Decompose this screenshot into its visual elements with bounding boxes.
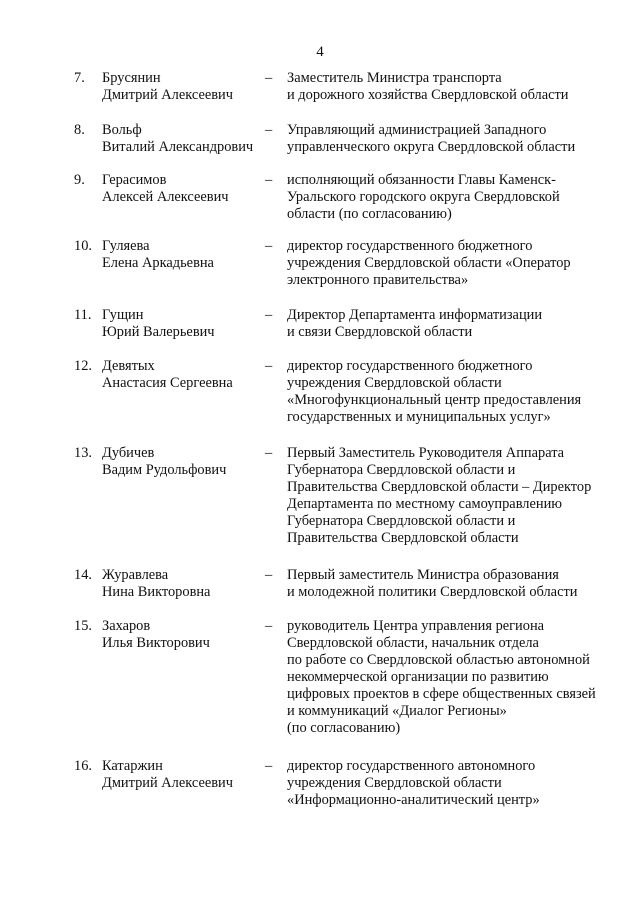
position-description bbox=[287, 172, 617, 223]
entry-dash: – bbox=[265, 307, 273, 323]
position-description-line: Свердловской области, начальник отдела bbox=[287, 635, 539, 651]
position-description-line: и молодежной политики Свердловской области bbox=[287, 584, 578, 600]
person-given-names: Дмитрий Алексеевич bbox=[102, 87, 233, 103]
position-description bbox=[287, 758, 617, 809]
position-description bbox=[287, 358, 617, 426]
person-given-names: Елена Аркадьевна bbox=[102, 255, 214, 271]
entry-dash: – bbox=[265, 567, 273, 583]
person-name bbox=[102, 307, 272, 341]
entry-number: 14. bbox=[74, 567, 92, 583]
person-given-names: Алексей Алексеевич bbox=[102, 189, 229, 205]
position-description-line: Уральского городского округа Свердловской bbox=[287, 189, 560, 205]
position-description-line: исполняющий обязанности Главы Каменск- bbox=[287, 172, 556, 188]
entry-number: 16. bbox=[74, 758, 92, 774]
entry-number: 7. bbox=[74, 70, 85, 86]
position-description-line: области (по согласованию) bbox=[287, 206, 452, 222]
position-description bbox=[287, 618, 617, 737]
position-description-line: по работе со Свердловской областью автономной bbox=[287, 652, 590, 668]
position-description-line: директор государственного бюджетного bbox=[287, 238, 533, 254]
person-name bbox=[102, 172, 272, 206]
position-description-line: «Информационно-аналитический центр» bbox=[287, 792, 540, 808]
person-given-names: Нина Викторовна bbox=[102, 584, 211, 600]
entry-dash: – bbox=[265, 758, 273, 774]
position-description-line: Директор Департамента информатизации bbox=[287, 307, 543, 323]
position-description-line: государственных и муниципальных услуг» bbox=[287, 409, 551, 425]
person-surname: Катаржин bbox=[102, 758, 163, 774]
position-description bbox=[287, 307, 617, 341]
position-description-line: «Многофункциональный центр предоставления bbox=[287, 392, 582, 408]
position-description-line: Первый заместитель Министра образования bbox=[287, 567, 559, 583]
position-description-line: руководитель Центра управления региона bbox=[287, 618, 545, 634]
person-given-names: Вадим Рудольфович bbox=[102, 462, 227, 478]
position-description bbox=[287, 238, 617, 289]
position-description-line: (по согласованию) bbox=[287, 720, 401, 736]
position-description-line: учреждения Свердловской области bbox=[287, 375, 502, 391]
position-description-line: Заместитель Министра транспорта bbox=[287, 70, 502, 86]
entry-number: 8. bbox=[74, 122, 85, 138]
entry-dash: – bbox=[265, 358, 273, 374]
position-description-line: Правительства Свердловской области bbox=[287, 530, 519, 546]
person-given-names: Юрий Валерьевич bbox=[102, 324, 215, 340]
person-surname: Вольф bbox=[102, 122, 142, 138]
position-description-line: учреждения Свердловской области bbox=[287, 775, 502, 791]
person-name bbox=[102, 445, 272, 479]
entry-dash: – bbox=[265, 172, 273, 188]
position-description-line: электронного правительства» bbox=[287, 272, 469, 288]
person-surname: Девятых bbox=[102, 358, 155, 374]
position-description-line: учреждения Свердловской области «Оператор bbox=[287, 255, 571, 271]
position-description-line: директор государственного бюджетного bbox=[287, 358, 533, 374]
entry-number: 9. bbox=[74, 172, 85, 188]
person-surname: Герасимов bbox=[102, 172, 167, 188]
position-description-line: Первый Заместитель Руководителя Аппарата bbox=[287, 445, 565, 461]
entry-number: 13. bbox=[74, 445, 92, 461]
person-name bbox=[102, 238, 272, 272]
position-description-line: Правительства Свердловской области – Директор bbox=[287, 479, 592, 495]
person-surname: Гущин bbox=[102, 307, 144, 323]
person-name bbox=[102, 618, 272, 652]
position-description-line: директор государственного автономного bbox=[287, 758, 536, 774]
entry-number: 10. bbox=[74, 238, 92, 254]
entry-number: 15. bbox=[74, 618, 92, 634]
position-description bbox=[287, 445, 617, 547]
person-given-names: Анастасия Сергеевна bbox=[102, 375, 233, 391]
person-name bbox=[102, 358, 272, 392]
position-description bbox=[287, 567, 617, 601]
position-description-line: цифровых проектов в сфере общественных связей bbox=[287, 686, 596, 702]
position-description-line: Управляющий администрацией Западного bbox=[287, 122, 547, 138]
person-name bbox=[102, 122, 272, 156]
entry-number: 12. bbox=[74, 358, 92, 374]
person-given-names: Илья Викторович bbox=[102, 635, 210, 651]
person-surname: Дубичев bbox=[102, 445, 155, 461]
person-given-names: Виталий Александрович bbox=[102, 139, 254, 155]
person-surname: Гуляева bbox=[102, 238, 150, 254]
position-description-line: Губернатора Свердловской области и bbox=[287, 513, 516, 529]
page-number: 4 bbox=[316, 44, 324, 60]
entry-dash: – bbox=[265, 70, 273, 86]
entry-dash: – bbox=[265, 445, 273, 461]
position-description-line: некоммерческой организации по развитию bbox=[287, 669, 549, 685]
person-surname: Брусянин bbox=[102, 70, 161, 86]
position-description-line: управленческого округа Свердловской области bbox=[287, 139, 576, 155]
person-name bbox=[102, 567, 272, 601]
person-surname: Журавлева bbox=[102, 567, 169, 583]
position-description-line: и дорожного хозяйства Свердловской области bbox=[287, 87, 569, 103]
position-description bbox=[287, 70, 617, 104]
position-description bbox=[287, 122, 617, 156]
person-surname: Захаров bbox=[102, 618, 151, 634]
entry-dash: – bbox=[265, 618, 273, 634]
entry-dash: – bbox=[265, 122, 273, 138]
person-given-names: Дмитрий Алексеевич bbox=[102, 775, 233, 791]
person-name bbox=[102, 70, 272, 104]
entry-number: 11. bbox=[74, 307, 92, 323]
person-name bbox=[102, 758, 272, 792]
position-description-line: и связи Свердловской области bbox=[287, 324, 473, 340]
entry-dash: – bbox=[265, 238, 273, 254]
position-description-line: Департамента по местному самоуправлению bbox=[287, 496, 563, 512]
position-description-line: Губернатора Свердловской области и bbox=[287, 462, 516, 478]
position-description-line: и коммуникаций «Диалог Регионы» bbox=[287, 703, 507, 719]
